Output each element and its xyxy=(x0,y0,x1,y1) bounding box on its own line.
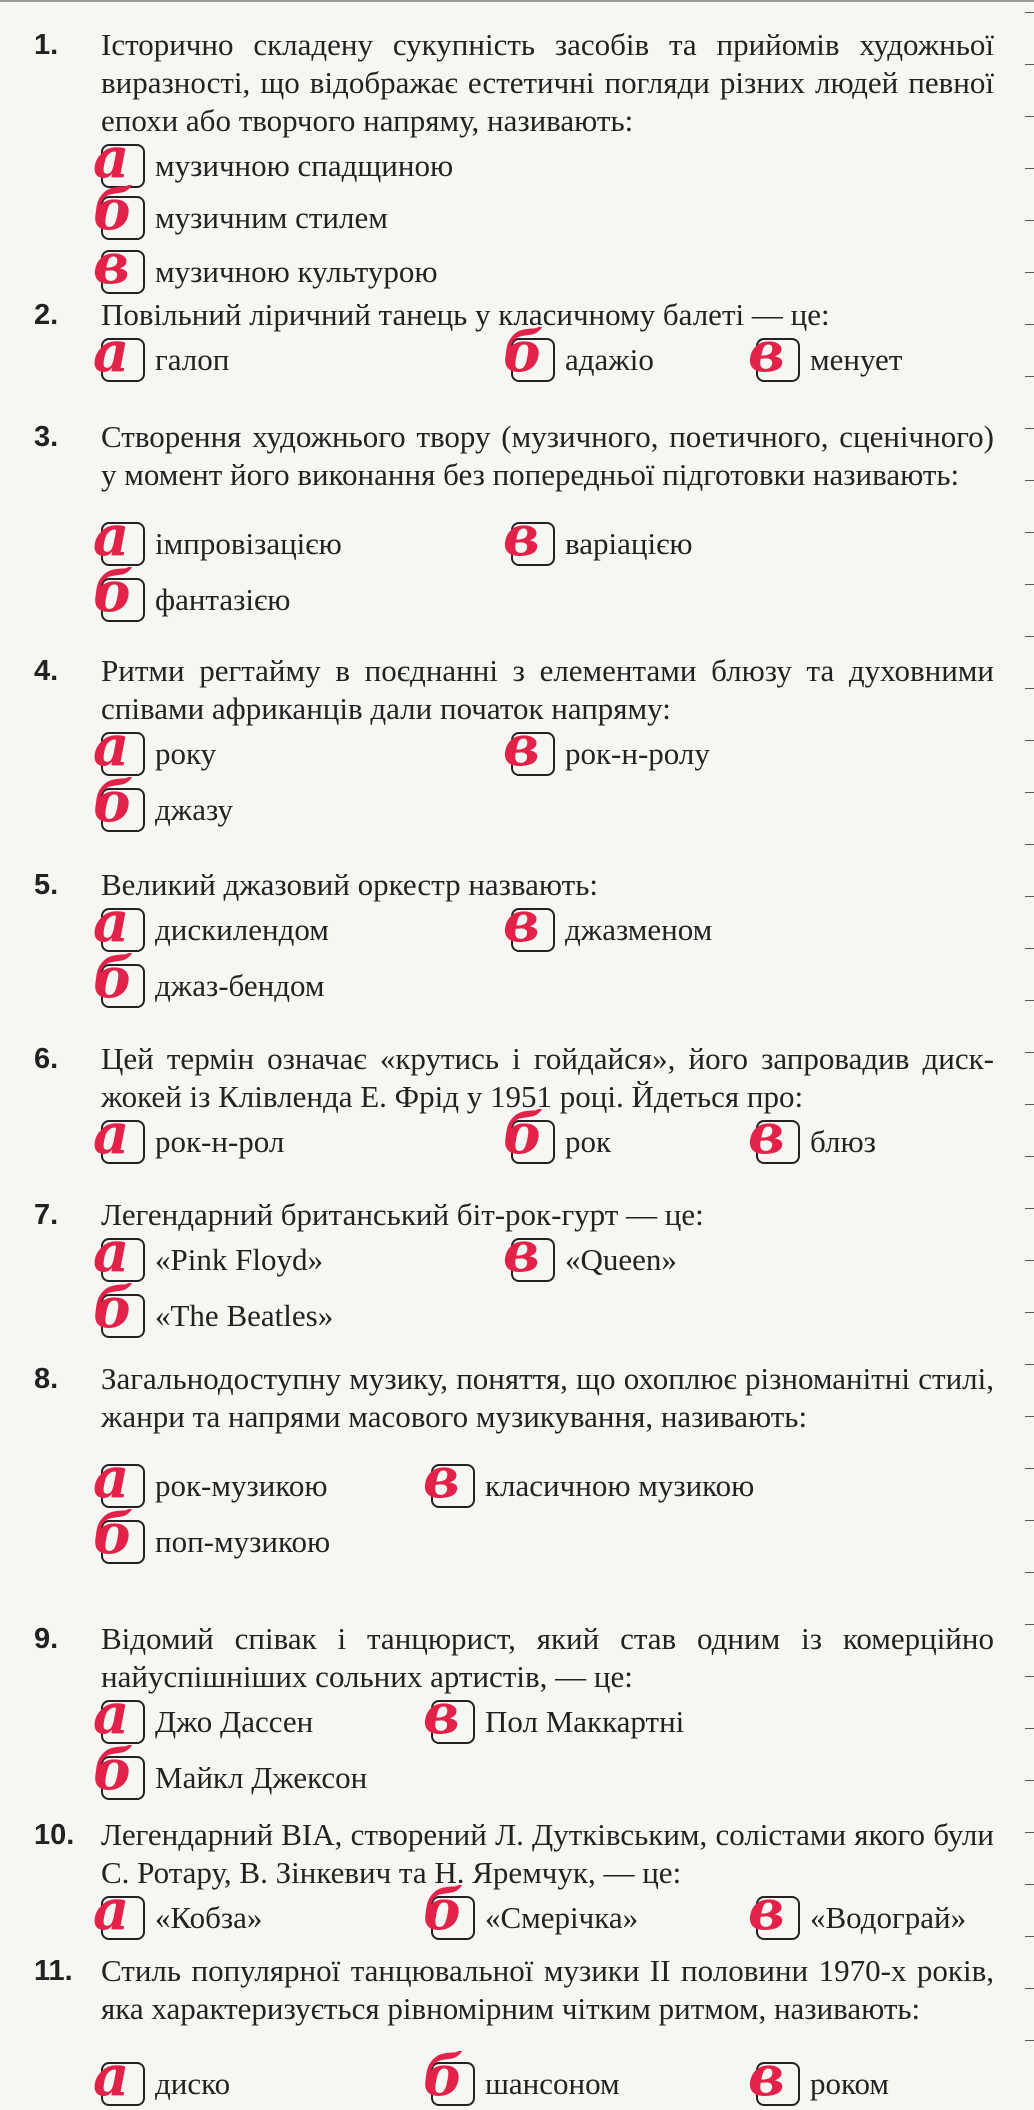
handwritten-letter-mark: а xyxy=(93,1445,130,1511)
answer-label: рок-н-рол xyxy=(155,1124,285,1159)
answer-checkbox[interactable] xyxy=(93,889,145,955)
answer-option[interactable] xyxy=(93,1877,263,1944)
answer-label: поп-музикою xyxy=(155,1524,331,1559)
answer-label: рок-н-ролу xyxy=(565,736,710,771)
answer-label: Пол Маккартні xyxy=(485,1704,685,1739)
handwritten-letter-mark: б xyxy=(93,945,134,1011)
ruler-tick xyxy=(1025,1312,1034,1313)
answer-option[interactable] xyxy=(423,1681,685,1748)
answer-label: варіацією xyxy=(565,526,693,561)
answer-label: «Водограй» xyxy=(810,1900,967,1935)
answer-option[interactable] xyxy=(503,1101,612,1168)
answer-checkbox[interactable] xyxy=(93,177,145,243)
answer-checkbox[interactable] xyxy=(93,769,145,835)
handwritten-letter-mark: а xyxy=(93,503,130,569)
answer-label: «Pink Floyd» xyxy=(155,1242,323,1277)
ruler-tick xyxy=(1025,1000,1034,1001)
handwritten-letter-mark: в xyxy=(503,503,540,569)
ruler-tick xyxy=(1025,324,1034,325)
answer-checkbox[interactable] xyxy=(423,1681,475,1747)
handwritten-letter-mark: в xyxy=(93,231,130,297)
answer-option[interactable] xyxy=(93,125,454,192)
answer-checkbox[interactable] xyxy=(423,1445,475,1511)
ruler-tick xyxy=(1025,220,1034,221)
ruler-tick xyxy=(1025,688,1034,689)
answer-label: адажіо xyxy=(565,342,654,377)
question-2 xyxy=(28,296,988,385)
question-4 xyxy=(28,652,994,835)
answer-label: менует xyxy=(810,342,903,377)
handwritten-letter-mark: в xyxy=(423,1681,460,1747)
answer-checkbox[interactable] xyxy=(93,1501,145,1567)
answer-option[interactable] xyxy=(93,1501,331,1568)
question-5 xyxy=(28,866,988,1011)
ruler-tick xyxy=(1025,376,1034,377)
question-text: Цей термін означає «крутись і гойдайся», його запровадив диск-жокей із Клівленда Е. Фрід у 1951 році. Йдеться про: xyxy=(101,1041,994,1114)
handwritten-letter-mark: а xyxy=(93,2043,130,2109)
ruler-tick xyxy=(1025,1468,1034,1469)
handwritten-letter-mark: а xyxy=(93,1101,130,1167)
ruler-tick xyxy=(1025,792,1034,793)
answer-option[interactable] xyxy=(503,503,693,570)
answer-label: шансоном xyxy=(485,2066,620,2101)
answer-option[interactable] xyxy=(93,231,438,298)
answer-checkbox[interactable] xyxy=(93,2043,145,2109)
answer-option[interactable] xyxy=(93,1681,314,1748)
question-11 xyxy=(28,1952,994,2109)
answer-checkbox[interactable] xyxy=(748,319,800,385)
ruler-tick xyxy=(1025,1364,1034,1365)
answer-checkbox[interactable] xyxy=(748,2043,800,2109)
answer-option[interactable] xyxy=(93,945,325,1012)
answer-option[interactable] xyxy=(748,1101,876,1168)
answer-option[interactable] xyxy=(503,713,710,780)
ruler-tick xyxy=(1025,532,1034,533)
answer-label: джазу xyxy=(155,792,234,827)
ruler-tick xyxy=(1025,584,1034,585)
answer-label: музичним стилем xyxy=(155,200,388,235)
question-number: 4. xyxy=(34,655,59,687)
ruler-tick xyxy=(1025,1832,1034,1833)
answer-checkbox[interactable] xyxy=(93,1445,145,1511)
answer-label: музичною спадщиною xyxy=(155,148,454,183)
question-1 xyxy=(28,26,994,297)
ruler-tick xyxy=(1025,1156,1034,1157)
question-text: Легендарний британський біт-рок-гурт — це: xyxy=(101,1197,704,1232)
question-10 xyxy=(28,1816,994,1943)
answer-checkbox[interactable] xyxy=(93,231,145,297)
ruler-tick xyxy=(1025,2040,1034,2041)
answer-checkbox[interactable] xyxy=(93,1219,145,1285)
answer-option[interactable] xyxy=(503,889,713,956)
question-number: 1. xyxy=(34,29,59,61)
ruler-tick xyxy=(1025,64,1034,65)
answer-label: роком xyxy=(810,2066,890,2101)
handwritten-letter-mark: в xyxy=(503,889,540,955)
answer-option[interactable] xyxy=(748,319,903,386)
answer-label: музичною культурою xyxy=(155,254,438,289)
handwritten-letter-mark: в xyxy=(503,1219,540,1285)
answer-label: фантазією xyxy=(155,582,291,617)
ruler-tick xyxy=(1025,1624,1034,1625)
ruler-tick xyxy=(1025,1208,1034,1209)
answer-label: рок-музикою xyxy=(155,1468,328,1503)
answer-option[interactable] xyxy=(93,2043,231,2110)
ruler-tick xyxy=(1025,1988,1034,1989)
ruler-tick xyxy=(1025,428,1034,429)
answer-option[interactable] xyxy=(93,1275,334,1342)
question-text: Ритми регтайму в поєднанні з елементами блюзу та духовними співами африканців дали початок напряму: xyxy=(101,653,994,726)
answer-label: дискилендом xyxy=(155,912,329,947)
question-text: Повільний ліричний танець у класичному балеті — це: xyxy=(101,297,830,332)
ruler-tick xyxy=(1025,740,1034,741)
answer-checkbox[interactable] xyxy=(93,1275,145,1341)
answer-label: галоп xyxy=(155,342,230,377)
handwritten-letter-mark: в xyxy=(748,319,785,385)
question-number: 10. xyxy=(34,1819,75,1851)
answer-label: імпровізацією xyxy=(155,526,342,561)
question-8 xyxy=(28,1360,994,1567)
handwritten-letter-mark: б xyxy=(93,177,134,243)
ruler-tick xyxy=(1025,1728,1034,1729)
handwritten-letter-mark: б xyxy=(93,559,134,625)
handwritten-letter-mark: а xyxy=(93,1877,130,1943)
handwritten-letter-mark: а xyxy=(93,713,130,779)
answer-label: Майкл Джексон xyxy=(155,1760,368,1795)
page-top-edge xyxy=(0,0,1034,2)
answer-checkbox[interactable] xyxy=(748,1101,800,1167)
answer-checkbox[interactable] xyxy=(93,945,145,1011)
ruler-tick xyxy=(1025,1416,1034,1417)
answer-label: «Кобза» xyxy=(155,1900,263,1935)
answer-checkbox[interactable] xyxy=(93,1681,145,1747)
question-3 xyxy=(28,418,994,625)
handwritten-letter-mark: в xyxy=(748,1877,785,1943)
answer-label: «Queen» xyxy=(565,1242,677,1277)
ruler-tick xyxy=(1025,1520,1034,1521)
question-text: Загальнодоступну музику, поняття, що охоплює різноманітні стилі, жанри та напрями масового музикування, називають: xyxy=(101,1361,994,1434)
question-number: 9. xyxy=(34,1623,59,1655)
answer-checkbox[interactable] xyxy=(93,713,145,779)
question-text: Історично складену сукупність засобів та прийомів художньої виразності, що відображає естетичні погляди різних людей певної епохи або творчого напряму, називають: xyxy=(101,27,994,138)
question-number: 11. xyxy=(34,1955,73,1987)
ruler-tick xyxy=(1025,1052,1034,1053)
handwritten-letter-mark: б xyxy=(503,1101,544,1167)
ruler-tick xyxy=(1025,844,1034,845)
question-6 xyxy=(28,1040,994,1167)
answer-option[interactable] xyxy=(748,1877,967,1944)
answer-checkbox[interactable] xyxy=(503,889,555,955)
answer-option[interactable] xyxy=(93,889,329,956)
answer-option[interactable] xyxy=(423,1445,755,1512)
answer-label: «The Beatles» xyxy=(155,1298,334,1333)
handwritten-letter-mark: в xyxy=(748,1101,785,1167)
answer-label: класичною музикою xyxy=(485,1468,755,1503)
answer-label: диско xyxy=(155,2066,231,2101)
answer-option[interactable] xyxy=(423,1877,639,1944)
answer-option[interactable] xyxy=(93,1101,285,1168)
answer-checkbox[interactable] xyxy=(503,713,555,779)
answer-label: року xyxy=(155,736,217,771)
handwritten-letter-mark: б xyxy=(423,2043,464,2109)
answer-label: джаз-бендом xyxy=(155,968,325,1003)
question-number: 7. xyxy=(34,1199,59,1231)
answer-checkbox[interactable] xyxy=(503,319,555,385)
question-number: 8. xyxy=(34,1363,59,1395)
handwritten-letter-mark: а xyxy=(93,889,130,955)
answer-checkbox[interactable] xyxy=(93,319,145,385)
question-number: 2. xyxy=(34,299,59,331)
answer-option[interactable] xyxy=(93,559,291,626)
answer-option[interactable] xyxy=(93,713,217,780)
question-number: 6. xyxy=(34,1043,59,1075)
question-number: 3. xyxy=(34,421,59,453)
answer-checkbox[interactable] xyxy=(93,1101,145,1167)
question-number: 5. xyxy=(34,869,59,901)
question-7 xyxy=(28,1196,988,1341)
margin-ruler xyxy=(1022,0,1034,2081)
handwritten-letter-mark: а xyxy=(93,319,130,385)
question-text: Відомий співак і танцюрист, який став одним із комерційно найуспішніших сольних артистів, — це: xyxy=(101,1621,994,1694)
answer-option[interactable] xyxy=(423,2043,620,2110)
answer-checkbox[interactable] xyxy=(93,1737,145,1803)
question-text: Створення художнього твору (музичного, поетичного, сценічного) у момент його виконання без попередньої підготовки називають: xyxy=(101,419,994,492)
handwritten-letter-mark: а xyxy=(93,1681,130,1747)
answer-option[interactable] xyxy=(93,177,388,244)
answer-checkbox[interactable] xyxy=(93,559,145,625)
question-text: Великий джазовий оркестр назвають: xyxy=(101,867,598,902)
handwritten-letter-mark: б xyxy=(503,319,544,385)
answer-checkbox[interactable] xyxy=(748,1877,800,1943)
question-text: Легендарний ВІА, створений Л. Дутківським, солістами якого були С. Ротару, В. Зінкевич та Н. Яремчук, — це: xyxy=(101,1817,994,1890)
ruler-tick xyxy=(1025,12,1034,13)
answer-label: «Смерічка» xyxy=(485,1900,639,1935)
answer-label: рок xyxy=(565,1124,612,1159)
ruler-tick xyxy=(1025,480,1034,481)
answer-option[interactable] xyxy=(93,1219,323,1286)
answer-checkbox[interactable] xyxy=(93,503,145,569)
ruler-tick xyxy=(1025,1884,1034,1885)
answer-checkbox[interactable] xyxy=(423,1877,475,1943)
answer-label: блюз xyxy=(810,1124,876,1159)
ruler-tick xyxy=(1025,636,1034,637)
answer-label: джазменом xyxy=(565,912,713,947)
answer-option[interactable] xyxy=(748,2043,890,2110)
question-text: Стиль популярної танцювальної музики II половини 1970-х років, яка характеризується рівномірним чітким ритмом, називають: xyxy=(101,1953,994,2026)
ruler-tick xyxy=(1025,896,1034,897)
ruler-tick xyxy=(1025,116,1034,117)
ruler-tick xyxy=(1025,948,1034,949)
question-9 xyxy=(28,1620,994,1803)
answer-checkbox[interactable] xyxy=(503,1101,555,1167)
handwritten-letter-mark: а xyxy=(93,1219,130,1285)
handwritten-letter-mark: б xyxy=(93,1737,134,1803)
handwritten-letter-mark: в xyxy=(748,2043,785,2109)
handwritten-letter-mark: б xyxy=(93,769,134,835)
handwritten-letter-mark: б xyxy=(93,1275,134,1341)
answer-option[interactable] xyxy=(93,1737,368,1804)
answer-option[interactable] xyxy=(93,769,234,836)
answer-checkbox[interactable] xyxy=(93,1877,145,1943)
answer-label: Джо Дассен xyxy=(155,1704,314,1739)
ruler-tick xyxy=(1025,1104,1034,1105)
ruler-tick xyxy=(1025,1572,1034,1573)
answer-checkbox[interactable] xyxy=(93,125,145,191)
answer-checkbox[interactable] xyxy=(503,1219,555,1285)
handwritten-letter-mark: в xyxy=(503,713,540,779)
ruler-tick xyxy=(1025,272,1034,273)
answer-option[interactable] xyxy=(503,319,654,386)
ruler-tick xyxy=(1025,1780,1034,1781)
handwritten-letter-mark: б xyxy=(93,1501,134,1567)
ruler-tick xyxy=(1025,1676,1034,1677)
ruler-tick xyxy=(1025,1936,1034,1937)
answer-option[interactable] xyxy=(93,319,230,386)
answer-checkbox[interactable] xyxy=(503,503,555,569)
answer-checkbox[interactable] xyxy=(423,2043,475,2109)
ruler-tick xyxy=(1025,168,1034,169)
handwritten-letter-mark: б xyxy=(423,1877,464,1943)
answer-option[interactable] xyxy=(503,1219,677,1286)
handwritten-letter-mark: в xyxy=(423,1445,460,1511)
answer-option[interactable] xyxy=(93,1445,328,1512)
handwritten-letter-mark: а xyxy=(93,125,130,191)
ruler-tick xyxy=(1025,1260,1034,1261)
answer-option[interactable] xyxy=(93,503,342,570)
